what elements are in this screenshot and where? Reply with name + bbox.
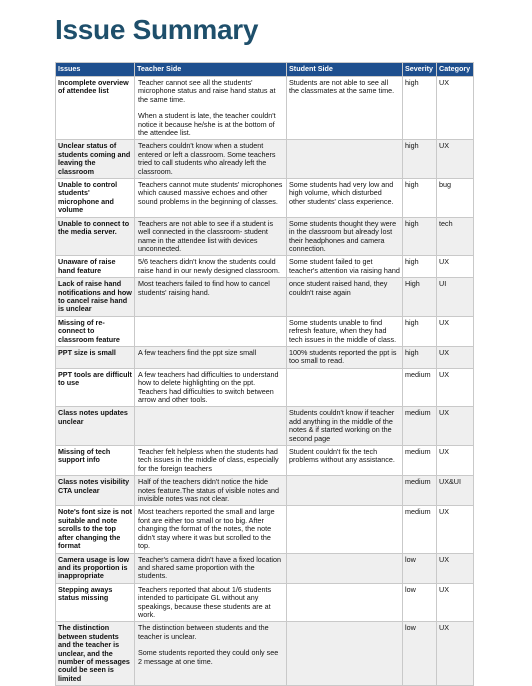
student-side-cell: Students are not able to see all the classmates at the same time.	[287, 77, 403, 140]
teacher-side-cell: A few teachers find the ppt size small	[135, 346, 287, 368]
severity-cell: low	[403, 622, 437, 686]
severity-cell: High	[403, 278, 437, 317]
severity-cell: low	[403, 553, 437, 583]
severity-cell: high	[403, 77, 437, 140]
teacher-side-cell: Half of the teachers didn't notice the hide notes feature.The status of visible notes and invisible notes was not clear.	[135, 476, 287, 506]
student-side-cell: 100% students reported the ppt is too small to read.	[287, 346, 403, 368]
student-side-cell	[287, 622, 403, 686]
student-side-cell: Some students had very low and high volume, which disturbed other students' class experience.	[287, 179, 403, 218]
teacher-side-text-2: Some students reported they could only see 2 message at one time.	[138, 648, 279, 666]
severity-cell: high	[403, 316, 437, 346]
severity-cell: medium	[403, 506, 437, 553]
teacher-side-cell	[135, 316, 287, 346]
teacher-side-cell: Teachers cannot mute students' microphones which caused massive echoes and other sound problems in the beginning of classes.	[135, 179, 287, 218]
table-header-row	[56, 63, 474, 77]
student-side-cell: Student couldn't fix the tech problems without any assistance.	[287, 446, 403, 476]
student-side-cell: Some students thought they were in the classroom but already lost their headphones and camera connection.	[287, 217, 403, 256]
severity-cell: medium	[403, 407, 437, 446]
category-cell: UX	[437, 446, 474, 476]
teacher-side-text: The distinction between students and the teacher is unclear.	[138, 623, 269, 641]
category-cell: UX	[437, 583, 474, 622]
table-row	[56, 77, 474, 140]
issue-cell: The distinction between students and the teacher is unclear, and the number of messages could be seen is limited	[56, 622, 135, 686]
severity-cell: medium	[403, 368, 437, 407]
category-cell: UX	[437, 506, 474, 553]
teacher-side-cell: Most teachers failed to find how to cancel students' raising hand.	[135, 278, 287, 317]
category-cell: UX	[437, 622, 474, 686]
table-row	[56, 622, 474, 686]
student-side-cell: Students couldn't know if teacher add anything in the middle of the notes & if started working on the second page	[287, 407, 403, 446]
teacher-side-cell: Teachers couldn't know when a student entered or left a classroom. Some teachers tried to call students who already left the classroom.	[135, 140, 287, 179]
severity-cell: high	[403, 217, 437, 256]
teacher-side-text-2: When a student is late, the teacher couldn't notice it because he/she is at the bottom of the attendee list.	[138, 111, 276, 138]
issue-cell: Incomplete overview of attendee list	[56, 77, 135, 140]
table-row	[56, 407, 474, 446]
issue-cell: Class notes visibility CTA unclear	[56, 476, 135, 506]
table-row	[56, 179, 474, 218]
severity-cell: medium	[403, 446, 437, 476]
issue-cell: Class notes updates unclear	[56, 407, 135, 446]
issue-cell: PPT size is small	[56, 346, 135, 368]
issue-cell: Note's font size is not suitable and note scrolls to the top after changing the format	[56, 506, 135, 553]
student-side-cell: Some students unable to find refresh feature, when they had tech issues in the middle of class.	[287, 316, 403, 346]
teacher-side-cell	[135, 622, 287, 686]
table-row	[56, 256, 474, 278]
table-row	[56, 583, 474, 622]
teacher-side-cell: A few teachers had difficulties to understand how to delete highlighting on the ppt. Teachers had difficulties to switch between arrow and other tools.	[135, 368, 287, 407]
column-header-category: Category	[437, 63, 474, 77]
teacher-side-text: Teacher cannot see all the students' microphone status and raise hand status at the same time.	[138, 78, 276, 104]
issue-cell: Missing of re-connect to classroom feature	[56, 316, 135, 346]
severity-cell: medium	[403, 476, 437, 506]
student-side-cell	[287, 583, 403, 622]
table-row	[56, 346, 474, 368]
severity-cell: high	[403, 346, 437, 368]
column-header-issues: Issues	[56, 63, 135, 77]
category-cell: UX	[437, 256, 474, 278]
issue-cell: Unable to control students' microphone and volume	[56, 179, 135, 218]
table-row	[56, 140, 474, 179]
teacher-side-cell: Teachers are not able to see if a student is well connected in the classroom- student name in the attendee list with devices unconnected.	[135, 217, 287, 256]
student-side-cell	[287, 553, 403, 583]
student-side-cell	[287, 506, 403, 553]
table-row	[56, 553, 474, 583]
issue-cell: Unaware of raise hand feature	[56, 256, 135, 278]
issue-cell: PPT tools are difficult to use	[56, 368, 135, 407]
table-row	[56, 278, 474, 317]
teacher-side-cell: 5/6 teachers didn't know the students could raise hand in our newly designed classroom.	[135, 256, 287, 278]
teacher-side-cell	[135, 407, 287, 446]
category-cell: bug	[437, 179, 474, 218]
table-row	[56, 217, 474, 256]
issue-cell: Lack of raise hand notifications and how to cancel raise hand is unclear	[56, 278, 135, 317]
issue-cell: Unclear status of students coming and leaving the classroom	[56, 140, 135, 179]
column-header-severity: Severity	[403, 63, 437, 77]
teacher-side-cell	[135, 77, 287, 140]
student-side-cell	[287, 368, 403, 407]
table-row	[56, 368, 474, 407]
table-row	[56, 506, 474, 553]
student-side-cell	[287, 140, 403, 179]
column-header-teacher-side: Teacher Side	[135, 63, 287, 77]
category-cell: UX	[437, 77, 474, 140]
teacher-side-cell: Teacher's camera didn't have a fixed location and shared same proportion with the students.	[135, 553, 287, 583]
issue-cell: Camera usage is low and its proportion is inappropriate	[56, 553, 135, 583]
issue-cell: Unable to connect to the media server.	[56, 217, 135, 256]
category-cell: UX	[437, 140, 474, 179]
category-cell: UX	[437, 368, 474, 407]
category-cell: UX	[437, 316, 474, 346]
severity-cell: low	[403, 583, 437, 622]
table-row	[56, 446, 474, 476]
category-cell: UX	[437, 346, 474, 368]
column-header-student-side: Student Side	[287, 63, 403, 77]
student-side-cell: once student raised hand, they couldn't raise again	[287, 278, 403, 317]
issue-cell: Stepping aways status missing	[56, 583, 135, 622]
table-row	[56, 476, 474, 506]
category-cell: UI	[437, 278, 474, 317]
category-cell: UX	[437, 553, 474, 583]
severity-cell: high	[403, 179, 437, 218]
teacher-side-cell: Teachers reported that about 1/6 students intended to participate GL without any speakings, because these students are at work.	[135, 583, 287, 622]
category-cell: UX&UI	[437, 476, 474, 506]
category-cell: UX	[437, 407, 474, 446]
teacher-side-cell: Teacher felt helpless when the students had tech issues in the middle of class, especially for the foreign teachers	[135, 446, 287, 476]
student-side-cell: Some student failed to get teacher's attention via raising hand	[287, 256, 403, 278]
severity-cell: high	[403, 256, 437, 278]
student-side-cell	[287, 476, 403, 506]
issue-table	[55, 62, 474, 686]
table-row	[56, 316, 474, 346]
issue-cell: Missing of tech support info	[56, 446, 135, 476]
severity-cell: high	[403, 140, 437, 179]
teacher-side-cell: Most teachers reported the small and large font are either too small or too big. After changing the format of the notes, the note didn't stay where it was but scrolled to the top.	[135, 506, 287, 553]
category-cell: tech	[437, 217, 474, 256]
page-title: Issue Summary	[55, 14, 259, 45]
